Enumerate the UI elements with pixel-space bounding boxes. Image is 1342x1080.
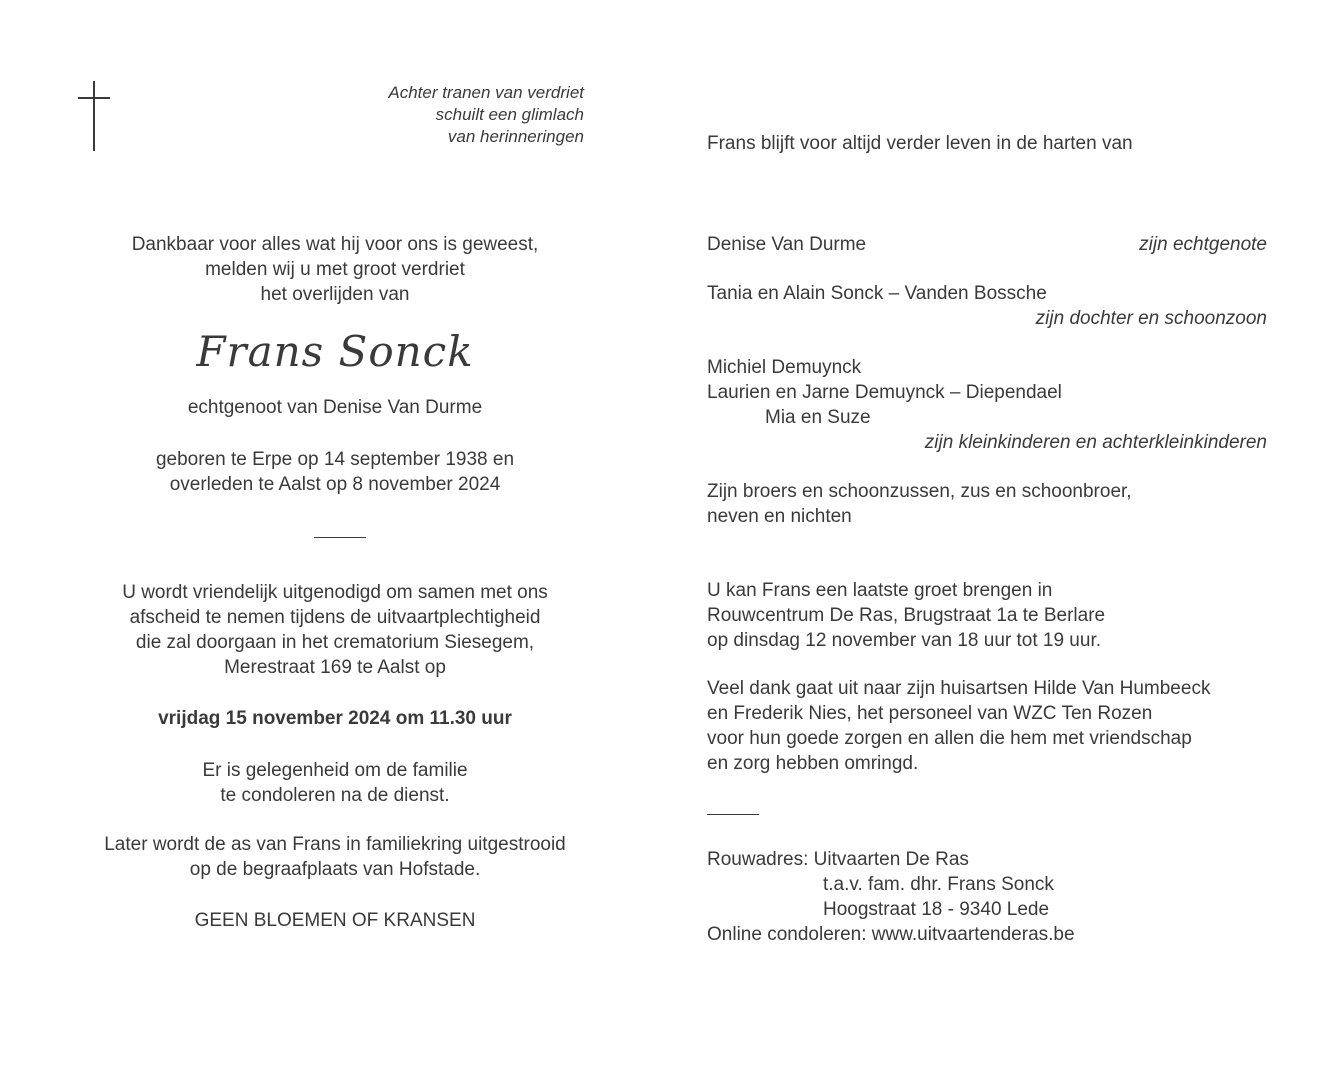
condolence-line: te condoleren na de dienst. [220,785,450,806]
birth-line: geboren te Erpe op 14 september 1938 en [155,449,515,470]
announcement-line: melden wij u met groot verdriet [205,259,465,280]
announcement [70,232,600,307]
spouse-name: Denise Van Durme [707,234,867,255]
divider-left [314,537,366,538]
spouse-line: echtgenoot van Denise Van Durme [187,397,483,418]
thanks-line: Veel dank gaat uit naar zijn huisartsen Hilde Van Humbeeck [707,678,1211,699]
death-line: overleden te Aalst op 8 november 2024 [169,474,501,495]
ashes-info [70,832,600,882]
announcement-line: het overlijden van [260,284,410,305]
birth-death [70,447,600,497]
address-line: Hoogstraat 18 - 9340 Lede [823,899,1050,920]
family-daughter [707,281,1267,331]
visitation-line: op dinsdag 12 november van 18 uur tot 19 uur. [707,630,1101,651]
visitation-line: Rouwcentrum De Ras, Brugstraat 1a te Berlare [707,605,1106,626]
spouse-role: zijn echtgenote [1139,234,1267,255]
invitation-line: die zal doorgaan in het crematorium Siesegem, [135,632,535,653]
invitation-line: Merestraat 169 te Aalst op [224,657,446,678]
thanks-line: en zorg hebben omringd. [707,753,919,774]
ashes-line: op de begraafplaats van Hofstade. [189,859,481,880]
visitation-info [707,578,1267,653]
announcement-line: Dankbaar voor alles wat hij voor ons is geweest, [131,234,539,255]
grandchild-name: Laurien en Jarne Demuynck – Diependael [707,382,1062,403]
ashes-line: Later wordt de as van Frans in familiekring uitgestrooid [104,834,566,855]
daughter-role: zijn dochter en schoonzoon [1035,308,1267,329]
invitation-line: U wordt vriendelijk uitgenodigd om samen met ons [122,582,548,603]
family-grandchildren [707,355,1267,455]
thanks-line: en Frederik Nies, het personeel van WZC Ten Rozen [707,703,1153,724]
great-grandchild-names: Mia en Suze [765,407,871,428]
quote [388,82,584,148]
ceremony-date: vrijdag 15 november 2024 om 11.30 uur [158,708,512,729]
family-siblings [707,479,1267,529]
quote-line: Achter tranen van verdriet [388,83,584,102]
condolence-info [70,758,600,808]
online-condolence: Online condoleren: www.uitvaartenderas.be [707,924,1075,945]
family-intro: Frans blijft voor altijd verder leven in de harten van [707,133,1133,154]
grandchildren-role: zijn kleinkinderen en achterkleinkinderen [924,432,1267,453]
deceased-name: Frans Sonck [196,327,474,376]
siblings-line: neven en nichten [707,506,852,527]
thanks-info [707,676,1267,776]
invitation [70,580,600,680]
thanks-line: voor hun goede zorgen en allen die hem met vriendschap [707,728,1192,749]
siblings-line: Zijn broers en schoonzussen, zus en schoonbroer, [707,481,1132,502]
no-flowers-notice: GEEN BLOEMEN OF KRANSEN [194,910,476,931]
address-line: t.a.v. fam. dhr. Frans Sonck [823,874,1054,895]
quote-line: van herinneringen [447,127,584,146]
address-line: Rouwadres: Uitvaarten De Ras [707,849,969,870]
mourning-address [707,847,1267,947]
condolence-line: Er is gelegenheid om de familie [202,760,468,781]
invitation-line: afscheid te nemen tijdens de uitvaartplechtigheid [129,607,541,628]
daughter-name: Tania en Alain Sonck – Vanden Bossche [707,283,1047,304]
grandchild-name: Michiel Demuynck [707,357,862,378]
quote-line: schuilt een glimlach [435,105,584,124]
family-spouse [707,232,1267,257]
divider-right [707,814,759,815]
visitation-line: U kan Frans een laatste groet brengen in [707,580,1053,601]
